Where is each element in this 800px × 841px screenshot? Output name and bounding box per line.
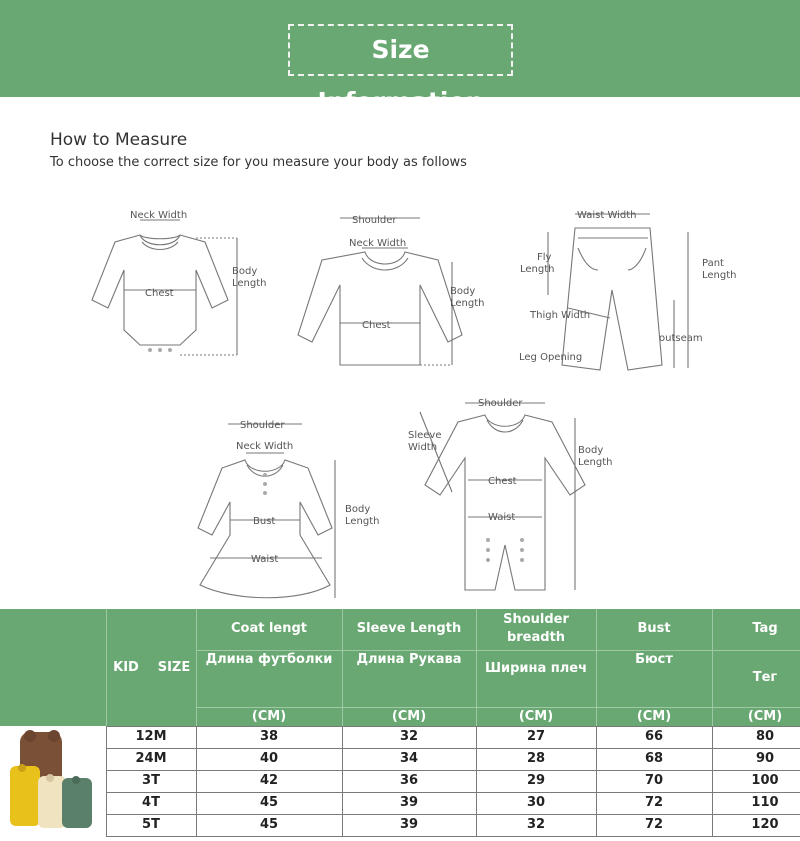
label-chest-5: Chest: [488, 476, 517, 487]
label-waist-4: Waist: [251, 554, 279, 565]
table-cell: 27: [526, 729, 546, 744]
table-cell: 100: [751, 773, 779, 788]
table-cell: 40: [259, 751, 279, 766]
col-header-shoulder: Shoulder: [503, 612, 569, 627]
measurement-diagrams: [0, 190, 800, 610]
product-photo: [0, 726, 106, 837]
col-unit-tag: (CM): [747, 709, 783, 724]
table-cell: 38: [259, 729, 279, 744]
col-unit-coat: (CM): [251, 709, 287, 724]
table-cell: 28: [526, 751, 546, 766]
how-to-measure-subtitle: To choose the correct size for you measure your body as follows: [50, 155, 467, 170]
table-cell: 39: [399, 795, 419, 810]
table-cell: 34: [399, 751, 419, 766]
size-label: SIZE: [157, 660, 191, 675]
label-chest-1: Chest: [145, 288, 174, 299]
label-chest-2: Chest: [362, 320, 391, 331]
how-to-measure-title: How to Measure: [50, 130, 188, 150]
col-header-tag-ru: Тег: [752, 670, 778, 685]
label-body-2: Body: [450, 286, 476, 297]
label-waist-width-3: Waist Width: [577, 210, 637, 221]
col-header-tag: Tag: [752, 621, 778, 636]
col-header-sleeve-length-ru: Длина Рукава: [356, 652, 462, 667]
table-cell: 72: [644, 817, 664, 832]
kid-label: KID: [113, 660, 139, 675]
table-row-size: 12M: [135, 729, 167, 744]
label-pant-3: Pant: [702, 258, 724, 269]
label-fly-3: Fly: [537, 252, 552, 263]
label-neck-width-4: Neck Width: [236, 441, 294, 452]
label-neck-width-2: Neck Width: [349, 238, 407, 249]
table-cell: 72: [644, 795, 664, 810]
label-length-4: Length: [345, 516, 380, 527]
table-cell: 70: [644, 773, 664, 788]
col-header-shoulder-ru: Ширина плеч: [484, 661, 588, 676]
col-header-coat-length-ru: Длина футболки: [205, 652, 333, 667]
table-row-size: 4T: [142, 795, 160, 810]
table-cell: 110: [751, 795, 779, 810]
label-body-1: Body: [232, 266, 258, 277]
col-header-bust-ru: Бюст: [635, 652, 673, 667]
label-length-2: Length: [450, 298, 485, 309]
table-cell: 29: [526, 773, 546, 788]
col-header-bust: Bust: [637, 621, 671, 636]
col-header-sleeve-length: Sleeve Length: [356, 621, 462, 636]
label-waist-5: Waist: [488, 512, 516, 523]
label-shoulder-5: Shoulder: [478, 398, 523, 409]
table-cell: 42: [259, 773, 279, 788]
table-row-size: 5T: [142, 817, 160, 832]
table-row-size: 3T: [142, 773, 160, 788]
label-thigh-width-3: Thigh Width: [530, 310, 591, 321]
page-title: Size Information: [317, 35, 484, 116]
col-unit-sleeve: (CM): [391, 709, 427, 724]
label-outseam-3: outseam: [659, 333, 703, 344]
col-header-coat-length: Coat lengt: [230, 621, 308, 636]
label-length-5: Length: [578, 457, 613, 468]
col-header-shoulder-breadth: breadth: [506, 630, 566, 645]
label-neck-width-1: Neck Width: [130, 210, 188, 221]
label-body-5: Body: [578, 445, 604, 456]
size-table: [0, 609, 800, 837]
label-length-1: Length: [232, 278, 267, 289]
table-cell: 39: [399, 817, 419, 832]
label-shoulder-2: Shoulder: [352, 215, 397, 226]
col-unit-bust: (CM): [636, 709, 672, 724]
table-row-size: 24M: [135, 751, 167, 766]
table-cell: 36: [399, 773, 419, 788]
pants-diagram: [548, 214, 688, 370]
label-fly-length-3: Length: [520, 264, 555, 275]
table-cell: 45: [259, 795, 279, 810]
romper-diagram: [420, 403, 585, 590]
table-cell: 32: [526, 817, 546, 832]
label-pant-length-3: Length: [702, 270, 737, 281]
table-cell: 80: [755, 729, 775, 744]
table-cell: 45: [259, 817, 279, 832]
label-shoulder-4: Shoulder: [240, 420, 285, 431]
table-cell: 90: [755, 751, 775, 766]
table-cell: 66: [644, 729, 664, 744]
label-leg-opening-3: Leg Opening: [519, 352, 583, 363]
table-cell: 68: [644, 751, 664, 766]
col-unit-shoulder: (CM): [518, 709, 554, 724]
label-bust-4: Bust: [253, 516, 276, 527]
table-cell: 32: [399, 729, 419, 744]
table-cell: 120: [751, 817, 779, 832]
label-body-4: Body: [345, 504, 371, 515]
table-cell: 30: [526, 795, 546, 810]
label-sleeve-5: Sleeve: [408, 430, 442, 441]
label-sleeve-width-5: Width: [408, 442, 438, 453]
